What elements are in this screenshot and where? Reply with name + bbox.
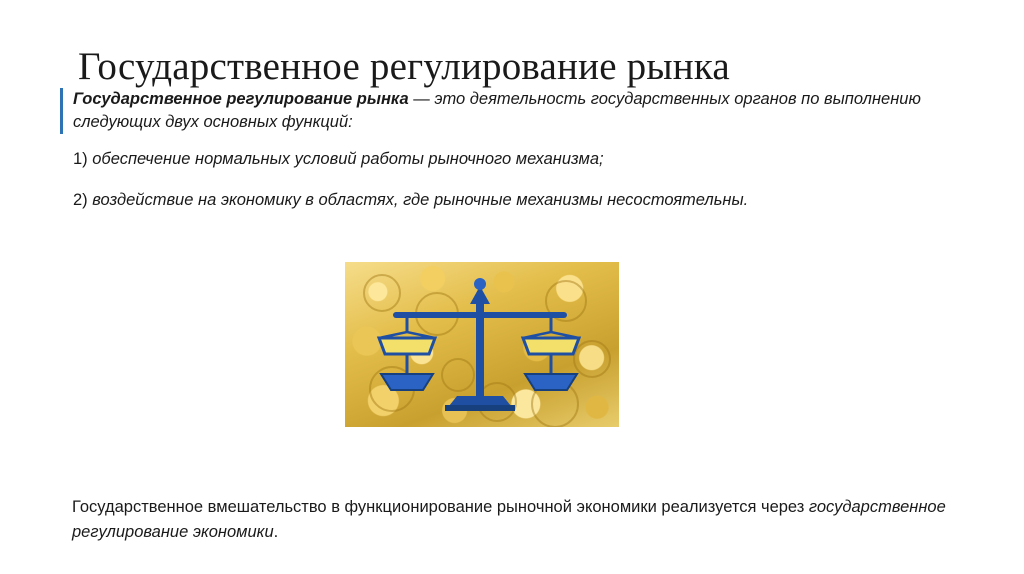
list-item [73, 148, 933, 171]
closing-part-2: . [273, 522, 279, 541]
gold-coins-with-balance-scales-image [345, 262, 619, 427]
list-item-number: 1) [73, 150, 88, 168]
list-item-number: 2) [73, 191, 88, 209]
balance-scales-icon [345, 262, 619, 427]
closing-part-1: Государственное вмешательство в функционирование рыночной экономики реализуется через [72, 497, 809, 516]
intro-dash: — [408, 90, 435, 108]
intro-paragraph [73, 88, 973, 134]
closing-emphasis: государственное регулирование экономики [72, 497, 946, 541]
list-item-text: обеспечение нормальных условий работы рыночного механизма; [87, 150, 604, 168]
intro-block [60, 88, 973, 134]
list-item [73, 189, 933, 212]
intro-lead-term: Государственное регулирование рынка [73, 90, 409, 108]
page-title: Государственное регулирование рынка [78, 45, 730, 89]
list-item-text: воздействие на экономику в областях, где рыночные механизмы несостоятельны. [87, 191, 749, 209]
intro-rest: это деятельность государственных органов по выполнению следующих двух основных функций: [73, 90, 921, 131]
closing-paragraph [72, 495, 952, 545]
